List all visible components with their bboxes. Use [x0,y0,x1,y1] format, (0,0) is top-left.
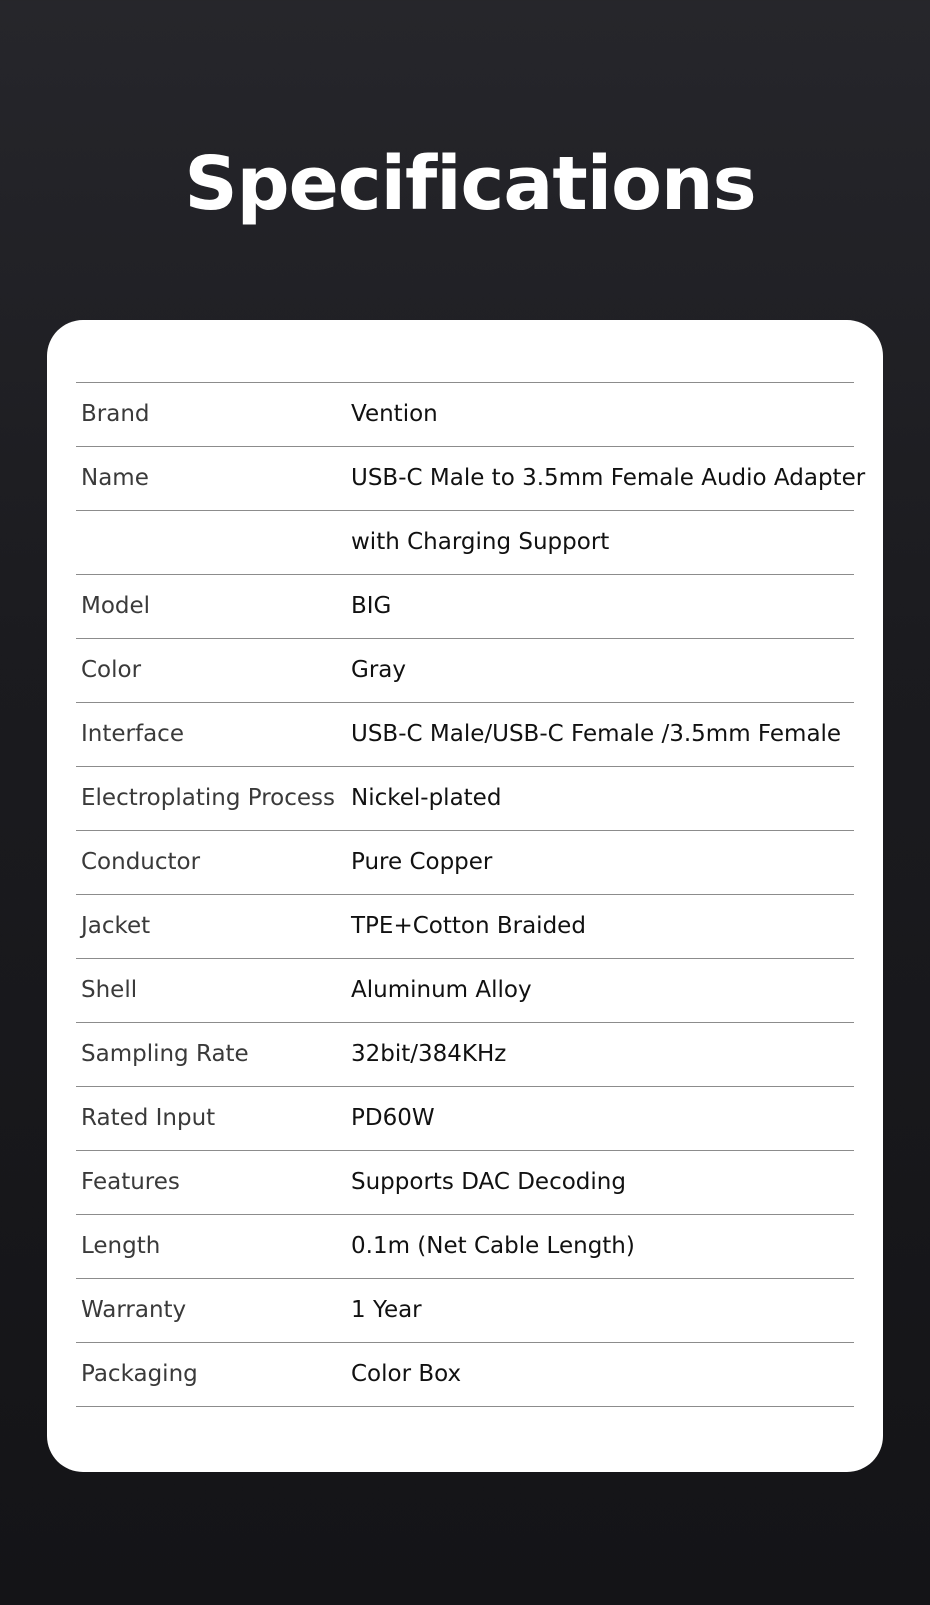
spec-row-color [76,639,854,703]
spec-value: Nickel-plated [351,785,502,811]
spec-label: Name [81,465,149,491]
spec-value: PD60W [351,1105,435,1131]
page-title: Specifications [184,141,756,227]
spec-value: Gray [351,657,406,683]
spec-value: Supports DAC Decoding [351,1169,626,1195]
spec-value: Vention [351,401,438,427]
spec-row-shell [76,959,854,1023]
spec-value: with Charging Support [351,529,610,555]
spec-label: Brand [81,401,150,427]
spec-row-name [76,447,866,511]
spec-value: 32bit/384KHz [351,1041,507,1067]
spec-label: Length [81,1233,161,1259]
spec-row-electroplating-process [76,767,854,831]
spec-row-features [76,1151,854,1215]
spec-value: 1 Year [351,1297,422,1323]
spec-row-name-continued [76,511,854,575]
spec-value: Color Box [351,1361,462,1387]
spec-row-rated-input [76,1087,854,1151]
spec-label: Shell [81,977,138,1003]
spec-label: Rated Input [81,1105,216,1131]
spec-label: Jacket [81,913,151,939]
spec-row-brand [76,383,854,447]
spec-value: USB-C Male/USB-C Female /3.5mm Female [351,721,842,747]
spec-row-packaging [76,1343,854,1407]
spec-label: Model [81,593,151,619]
spec-row-jacket [76,895,854,959]
spec-value: 0.1m (Net Cable Length) [351,1233,635,1259]
spec-label: Features [81,1169,180,1195]
spec-row-sampling-rate [76,1023,854,1087]
spec-label: Color [81,657,142,683]
spec-value: TPE+Cotton Braided [351,913,586,939]
spec-value: Aluminum Alloy [351,977,532,1003]
spec-label: Warranty [81,1297,187,1323]
spec-value: USB-C Male to 3.5mm Female Audio Adapter [351,465,866,491]
spec-card [47,320,883,1472]
spec-label: Packaging [81,1361,198,1387]
spec-row-conductor [76,831,854,895]
spec-row-interface [76,703,854,767]
spec-value: BIG [351,593,392,619]
spec-row-length [76,1215,854,1279]
spec-value: Pure Copper [351,849,493,875]
spec-label: Interface [81,721,184,747]
spec-label: Electroplating Process [81,785,335,811]
spec-row-warranty [76,1279,854,1343]
spec-label: Conductor [81,849,201,875]
spec-table [76,382,866,1407]
spec-label: Sampling Rate [81,1041,249,1067]
spec-row-model [76,575,854,639]
